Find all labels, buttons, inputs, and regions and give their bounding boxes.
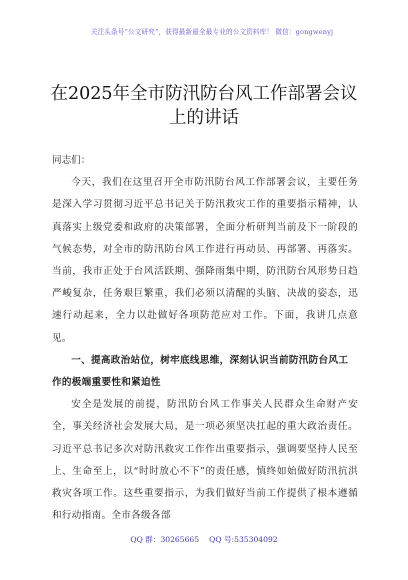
page-title: 在2025年全市防汛防台风工作部署会议上的讲话 [50,84,358,128]
greeting: 同志们： [52,155,91,166]
paragraph-intro: 今天，我们在这里召开全市防汛防台风工作部署会议，主要任务是深入学习贯彻习近平总书记关于防汛救灾工作的重要指示精神，认真落实上级党委和政府的决策部署，全面分析研判当前及下一阶段的气候态势，对全市的防汛防台风工作进行再动员、再部署、再落实。当前，我市正处于台风活跃期、强降雨集中期，防汛防台风形势日趋严峻复杂，任务艰巨繁重，我们必须以清醒的头脑、决战的姿态，迅速行动起来，全力以赴做好各项防范应对工作。下面，我讲几点意见。 [52,177,358,344]
footer-qq-number: QQ 号:535304092 [209,535,278,544]
header-notice: 关注头条号“公文研究”，获得最新最全最专业的公文资料库！ 微信：gongwenyj [90,28,334,36]
document-body [52,150,358,527]
footer-contact [0,534,408,545]
section-heading-1: 一、提高政治站位，树牢底线思维，深刻认识当前防汛防台风工作的极端重要性和紧迫性 [52,354,349,389]
paragraph-section-1: 安全是发展的前提，防汛防台风工作事关人民群众生命财产安全，事关经济社会发展大局，是一项必须坚决扛起的重大政治责任。习近平总书记多次对防汛救灾工作作出重要指示，强调要坚持人民至上、生命至上，以“时时放心不下”的责任感，慎终如始做好防汛抗洪救灾各项工作。这些重要指示，为我们做好当前工作提供了根本遵循和行动指南。全市各级各部 [52,399,358,522]
footer-qq-group: QQ 群：30265665 [130,535,200,544]
